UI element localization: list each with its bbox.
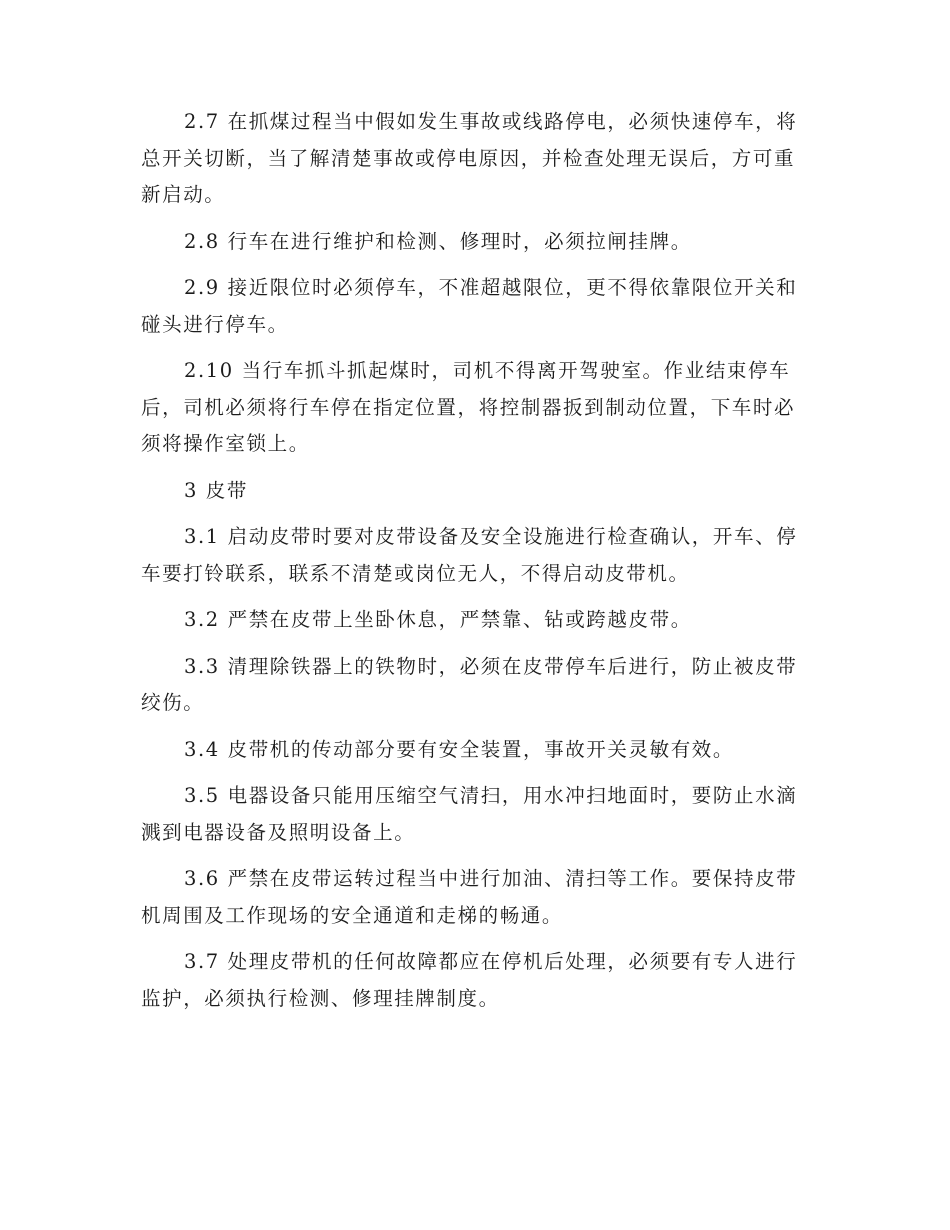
paragraph-3-6: 3.6 严禁在皮带运转过程当中进行加油、清扫等工作。要保持皮带机周围及工作现场的安全通道和走梯的畅通。 [141,867,798,927]
section-heading-3: 3 皮带 [184,478,249,502]
paragraph-3-1: 3.1 启动皮带时要对皮带设备及安全设施进行检查确认，开车、停车要打铃联系，联系不清楚或岗位无人，不得启动皮带机。 [141,525,798,585]
paragraph-3-2: 3.2 严禁在皮带上坐卧休息，严禁靠、钻或跨越皮带。 [184,608,692,631]
paragraph-2-10: 2.10 当行车抓斗抓起煤时，司机不得离开驾驶室。作业结束停车后，司机必须将行车停在指定位置，将控制器扳到制动位置，下车时必须将操作室锁上。 [141,359,796,455]
paragraph-3-7: 3.7 处理皮带机的任何故障都应在停机后处理，必须要有专人进行监护，必须执行检测、修理挂牌制度。 [141,950,798,1010]
paragraph-3-4: 3.4 皮带机的传动部分要有安全装置，事故开关灵敏有效。 [184,737,735,761]
document-body [141,104,807,1027]
paragraph-2-7: 2.7 在抓煤过程当中假如发生事故或线路停电，必须快速停车，将总开关切断，当了解清楚事故或停电原因，并检查处理无误后，方可重新启动。 [141,110,798,206]
paragraph-2-8: 2.8 行车在进行维护和检测、修理时，必须拉闸挂牌。 [184,229,692,253]
paragraph-3-5: 3.5 电器设备只能用压缩空气清扫，用水冲扫地面时，要防止水滴溅到电器设备及照明设备上。 [141,784,798,844]
paragraph-2-9: 2.9 接近限位时必须停车，不准超越限位，更不得依靠限位开关和碰头进行停车。 [141,276,798,336]
paragraph-3-3: 3.3 清理除铁器上的铁物时，必须在皮带停车后进行，防止被皮带绞伤。 [141,654,798,714]
